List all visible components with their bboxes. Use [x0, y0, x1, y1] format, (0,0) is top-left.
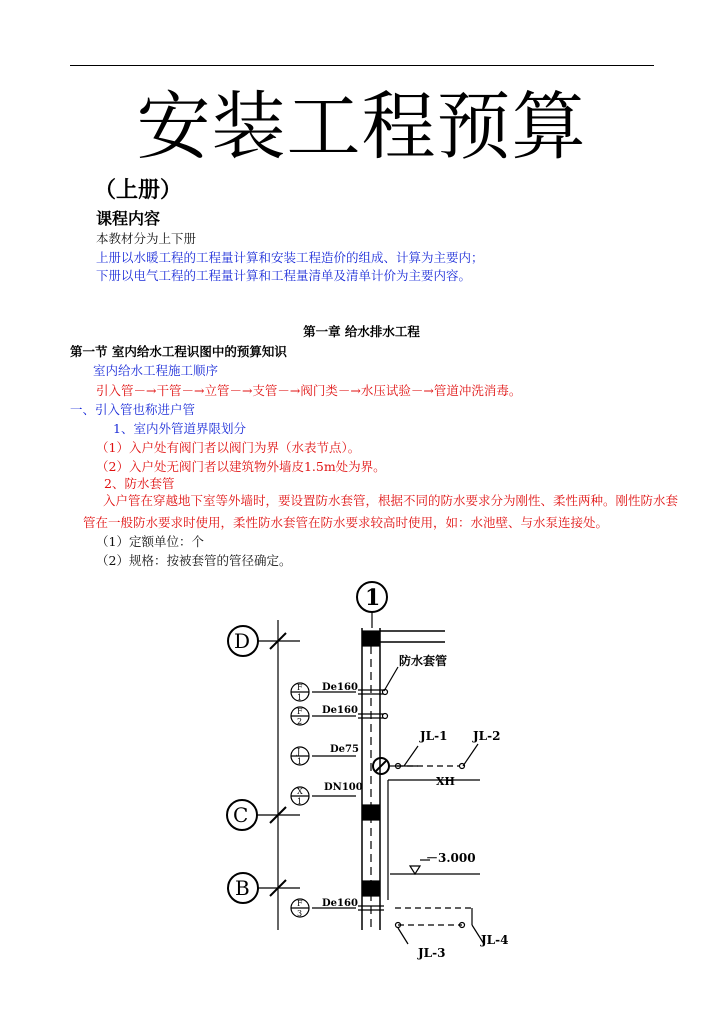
xh-label: XH [436, 775, 455, 788]
sub-1-b: （2）入户处无阀门者以建筑物外墙皮1.5m处为界。 [96, 459, 386, 474]
jl-4-label: JL-4 [481, 933, 509, 947]
sleeve-label: 防水套管 [399, 654, 448, 668]
sym-3-top: J [297, 747, 301, 756]
section-title: 第一节 室内给水工程识图中的预算知识 [70, 344, 287, 359]
volume-label: （上册） [94, 177, 183, 203]
axis-d-label: D [234, 629, 251, 653]
sym-4-top: X [297, 787, 303, 796]
jl-3-label: JL-3 [418, 946, 446, 960]
pipe-de75: De75 [330, 744, 359, 755]
sym-1-top: F [297, 683, 303, 692]
sub-1-heading: 1、室内外管道界限划分 [113, 421, 246, 436]
sleeve-paragraph: 入户管在穿越地下室等外墙时，要设置防水套管，根据不同的防水要求分为刚性、柔性两种。刚性防水套管在一般防水要求时使用，柔性防水套管在防水要求较高时使用，如：水池壁、与水泵连接处。 [83, 493, 679, 530]
sym-2-top: F [297, 707, 303, 716]
order-steps: 引入管－→干管－→立管－→支管－→阀门类－→水压试验－→管道冲洗消毒。 [96, 383, 522, 398]
sym-2-bot: 2 [297, 717, 303, 726]
jl-1-label: JL-1 [420, 729, 448, 743]
sym-3-bot: 1 [297, 757, 303, 766]
chapter-title: 第一章 给水排水工程 [303, 324, 420, 339]
pipe-de160-2: De160 [322, 705, 358, 716]
sym-1-bot: 1 [297, 693, 303, 702]
pipe-dn100: DN100 [324, 782, 363, 793]
sym-4-bot: 1 [297, 797, 303, 806]
sym-5-top: F [297, 899, 303, 908]
axis-b-label: B [235, 876, 250, 900]
item-1-heading: 一、引入管也称进户管 [70, 402, 196, 417]
axis-1-label: 1 [365, 585, 381, 611]
intro-line-1: 本教材分为上下册 [96, 231, 197, 246]
pipe-de160-3: De160 [322, 898, 358, 909]
sym-5-bot: 3 [297, 909, 303, 918]
elevation-label: －3.000 [426, 851, 476, 865]
intro-line-3: 下册以电气工程的工程量计算和工程量清单及清单计价为主要内容。 [96, 268, 472, 283]
spec-line: （2）规格：按被套管的管径确定。 [96, 553, 292, 568]
axis-c-label: C [233, 803, 249, 827]
quota-unit: （1）定额单位：个 [96, 534, 204, 549]
sub-1-a: （1）入户处有阀门者以阀门为界（水表节点）。 [96, 440, 361, 455]
order-heading: 室内给水工程施工顺序 [93, 363, 219, 378]
sub-2-heading: 2、防水套管 [104, 476, 175, 491]
pipe-de160-1: De160 [322, 682, 358, 693]
document-title: 安装工程预算 [136, 84, 587, 170]
intro-line-2: 上册以水暖工程的工程量计算和安装工程造价的组成、计算为主要内； [96, 250, 484, 265]
course-heading: 课程内容 [96, 209, 161, 228]
jl-2-label: JL-2 [473, 729, 501, 743]
